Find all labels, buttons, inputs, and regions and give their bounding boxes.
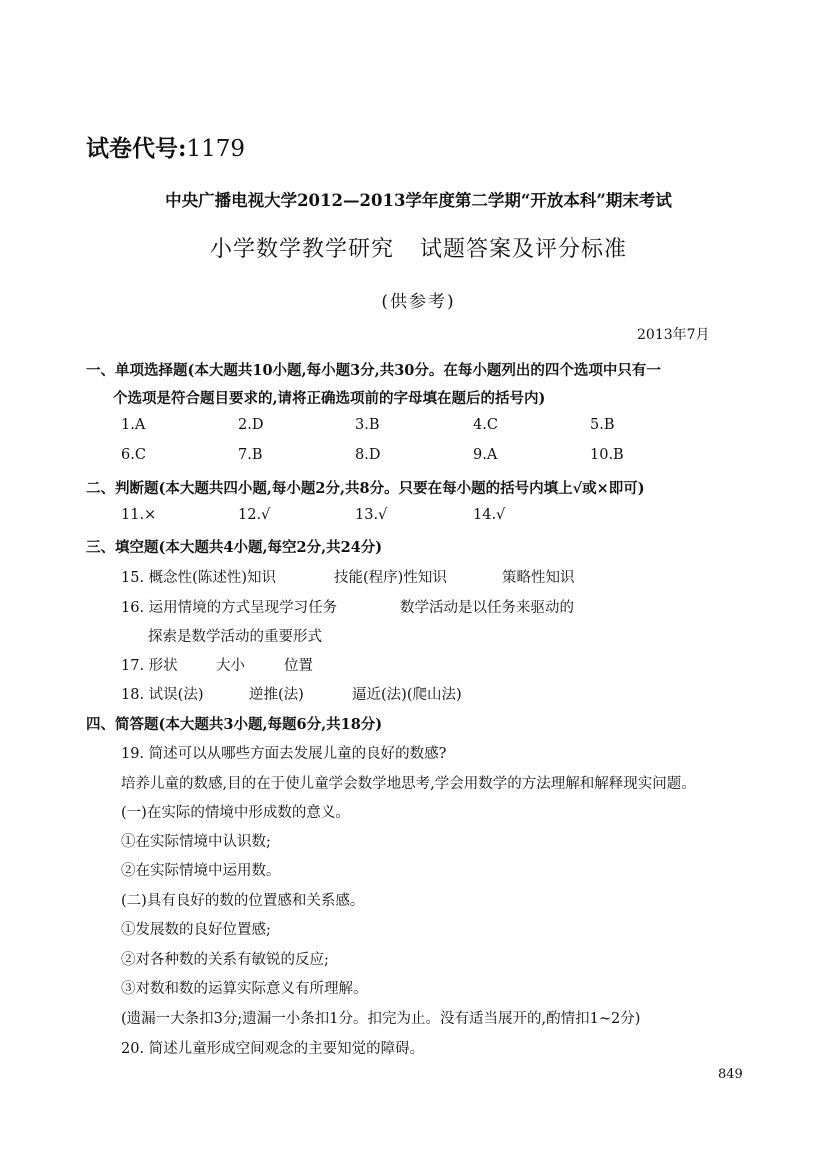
q17-answer-2: 大小: [216, 658, 245, 674]
reference-note: (供参考): [381, 292, 456, 312]
answer-item: 14.√: [473, 507, 506, 523]
section-3-heading: 三、填空题(本大题共4小题,每空2分,共24分): [86, 539, 383, 556]
q15-answer-2: 技能(程序)性知识: [334, 570, 447, 586]
answer-item: 11.×: [121, 507, 157, 523]
q15-answer-1: 15. 概念性(陈述性)知识: [121, 570, 276, 586]
answer-item: 12.√: [238, 507, 271, 523]
answer-item: 5.B: [590, 417, 615, 433]
exam-header: 中央广播电视大学2012—2013学年度第二学期“开放本科”期末考试: [165, 191, 672, 210]
q17-answer-1: 17. 形状: [121, 658, 178, 674]
q17-answer-3: 位置: [284, 658, 313, 674]
section-2-heading: 二、判断题(本大题共四小题,每小题2分,共8分。只要在每小题的括号内填上√或×即可): [86, 480, 645, 497]
answer-line: (一)在实际的情境中形成数的意义。: [121, 805, 350, 821]
exam-code: [86, 130, 245, 163]
answer-line: 培养儿童的数感,目的在于使儿童学会数学地思考,学会用数学的方法理解和解释现实问题。: [121, 776, 696, 792]
section-4-heading: 四、简答题(本大题共3小题,每题6分,共18分): [86, 716, 383, 733]
section-1-heading: 一、单项选择题(本大题共10小题,每小题3分,共30分。在每小题列出的四个选项中只有一: [86, 362, 661, 379]
q18-answer-1: 18. 试误(法): [121, 687, 204, 703]
page-title: [0, 232, 837, 263]
page-number: 849: [718, 1067, 743, 1082]
q20-question: 20. 简述儿童形成空间观念的主要知觉的障碍。: [121, 1041, 425, 1057]
answer-item: 9.A: [473, 447, 498, 463]
course-title: 小学数学教学研究: [209, 237, 394, 262]
answer-item: 10.B: [590, 447, 624, 463]
answer-line: ③对数和数的运算实际意义有所理解。: [121, 981, 368, 997]
exam-code-number: 1179: [186, 136, 246, 162]
answer-line: (二)具有良好的数的位置感和关系感。: [121, 893, 365, 909]
q19-question: 19. 简述可以从哪些方面去发展儿童的良好的数感?: [121, 746, 447, 762]
answer-line: ①在实际情境中认识数;: [121, 834, 271, 850]
q15-answer-3: 策略性知识: [502, 570, 575, 586]
answer-item: 1.A: [121, 417, 146, 433]
answer-item: 3.B: [355, 417, 380, 433]
q18-answer-3: 逼近(法)(爬山法): [352, 687, 462, 703]
section-1-heading-cont: 个选项是符合题目要求的,请将正确选项前的字母填在题后的括号内): [113, 390, 546, 407]
answer-item: 8.D: [355, 447, 381, 463]
answer-item: 4.C: [473, 417, 498, 433]
answer-item: 2.D: [238, 417, 264, 433]
answer-subtitle: 试题答案及评分标准: [420, 237, 628, 262]
q18-answer-2: 逆推(法): [249, 687, 304, 703]
exam-code-label: 试卷代号:: [86, 135, 187, 162]
answer-line: ①发展数的良好位置感;: [121, 922, 271, 938]
q16-answer-2: 数学活动是以任务来驱动的: [400, 600, 574, 616]
answer-item: 13.√: [355, 507, 388, 523]
q16-answer-1: 16. 运用情境的方式呈现学习任务: [121, 600, 338, 616]
answer-item: 6.C: [121, 447, 146, 463]
answer-item: 7.B: [238, 447, 263, 463]
scoring-note: (遗漏一大条扣3分;遗漏一小条扣1分。扣完为止。没有适当展开的,酌情扣1~2分): [121, 1011, 641, 1027]
exam-date: 2013年7月: [637, 327, 710, 343]
q16-answer-3: 探索是数学活动的重要形式: [148, 629, 322, 645]
answer-line: ②对各种数的关系有敏锐的反应;: [121, 952, 329, 968]
answer-line: ②在实际情境中运用数。: [121, 863, 281, 879]
